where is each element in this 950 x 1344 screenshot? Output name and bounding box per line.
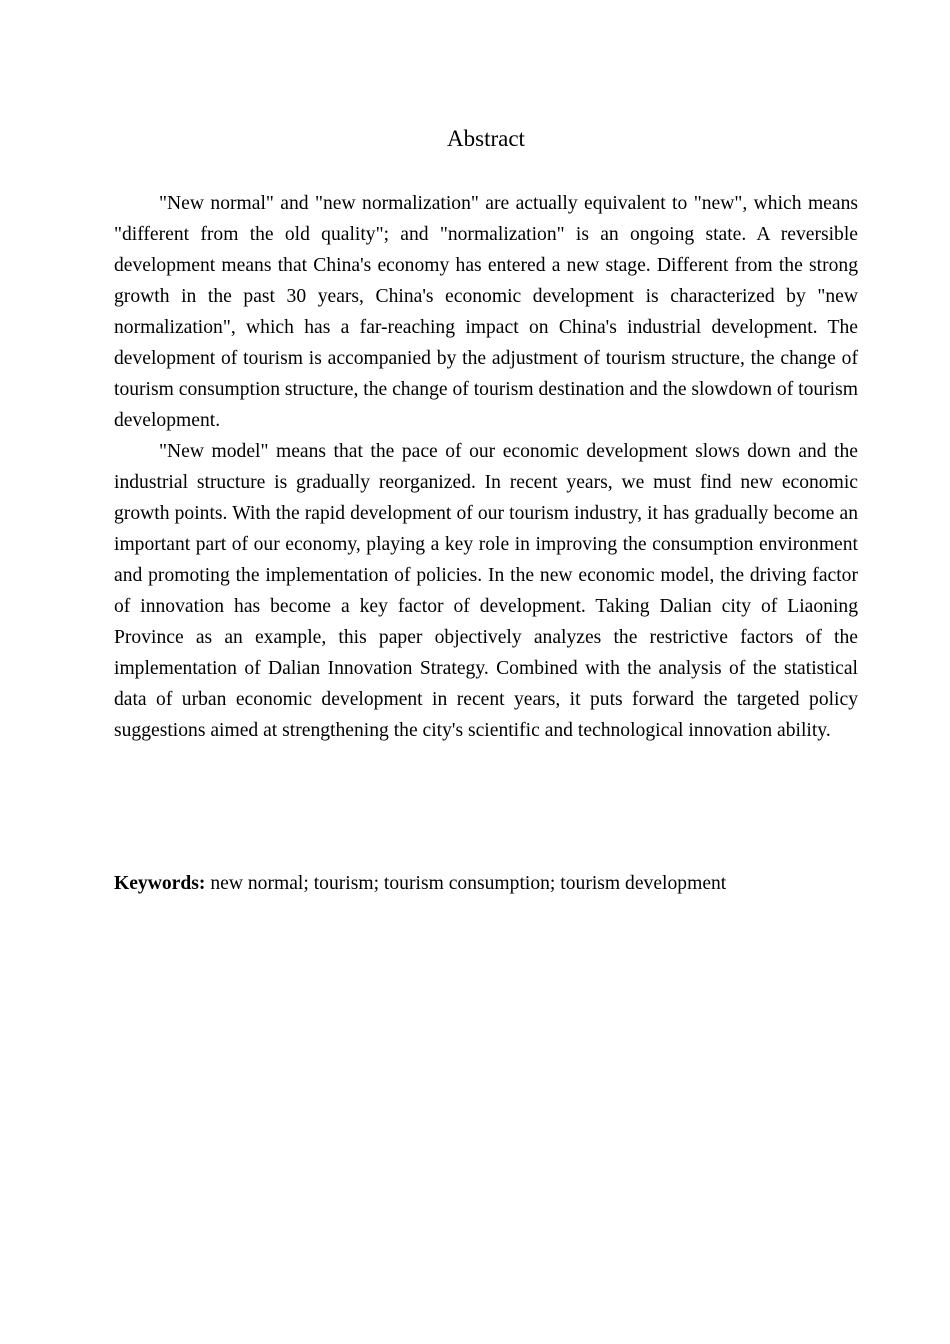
keywords-value: new normal; tourism; tourism consumption; tourism development bbox=[205, 873, 727, 894]
keywords-label: Keywords: bbox=[114, 873, 206, 894]
abstract-paragraph: "New model" means that the pace of our economic development slows down and the industrial structure is gradually reorganized. In recent years, we must find new economic growth points. With the rapid development of our tourism industry, it has gradually become an important part of our economy, playing a key role in improving the consumption environment and promoting the implementation of policies. In the new economic model, the driving factor of innovation has become a key factor of development. Taking Dalian city of Liaoning Province as an example, this paper objectively analyzes the restrictive factors of the implementation of Dalian Innovation Strategy. Combined with the analysis of the statistical data of urban economic development in recent years, it puts forward the targeted policy suggestions aimed at strengthening the city's scientific and technological innovation ability. bbox=[114, 441, 858, 741]
abstract-body bbox=[114, 188, 858, 746]
abstract-title: Abstract bbox=[447, 126, 525, 151]
abstract-paragraph: "New normal" and "new normalization" are actually equivalent to "new", which means "different from the old quality"; and "normalization" is an ongoing state. A reversible development means that China's economy has entered a new stage. Different from the strong growth in the past 30 years, China's economic development is characterized by "new normalization", which has a far-reaching impact on China's industrial development. The development of tourism is accompanied by the adjustment of tourism structure, the change of tourism consumption structure, the change of tourism destination and the slowdown of tourism development. bbox=[114, 193, 858, 431]
keywords-line bbox=[114, 868, 858, 899]
